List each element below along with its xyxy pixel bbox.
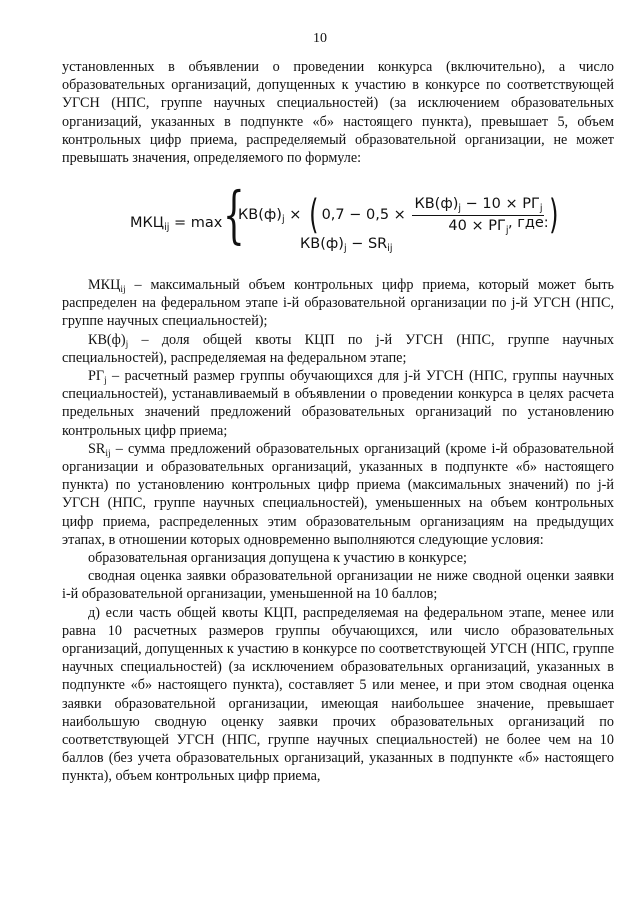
- definition-sr-symbol: SR: [88, 440, 106, 457]
- formula-row2-sub: j: [343, 243, 347, 254]
- page-number: 10: [313, 31, 327, 46]
- definition-rg-symbol: РГ: [88, 368, 105, 385]
- formula-row1-a: КВ(ф): [238, 207, 282, 223]
- formula-lhs-sub: ij: [164, 222, 170, 233]
- definition-kv-symbol: КВ(ф): [88, 331, 126, 348]
- definition-sr-text: – сумма предложений образовательных организаций (кроме i-й образовательной организации и образовательных организаций, указанных в подпункте «б» настоящего пункта) по установлению контрольных цифр приема (максимальных значений) по j-й УГСН (НПС, группе научных специальностей), уменьшенных на объем контрольных цифр приема, распределенных этим образовательным организациям на предыдущих этапах, в отношении которых одновременно выполняются следующие условия:: [62, 440, 614, 548]
- definition-sr: [62, 440, 614, 549]
- definition-kv-text: – доля общей квоты КЦП по j-й УГСН (НПС, группе научных специальностей), распределяемая на федеральном этапе;: [62, 331, 614, 366]
- formula: [130, 178, 559, 260]
- definition-rg-sub: j: [104, 376, 107, 387]
- formula-row1-a-sub: j: [281, 214, 285, 225]
- formula-brace: {: [223, 178, 245, 251]
- formula-lhs: [130, 214, 222, 232]
- definition-mkc-sub: ij: [120, 285, 126, 295]
- formula-num-sub: j: [458, 203, 462, 215]
- formula-tail: , где:: [508, 215, 549, 231]
- condition-2: сводная оценка заявки образовательной организации не ниже сводной оценки заявки i-й образовательной организации, уменьшенной на 10 баллов;: [62, 568, 614, 603]
- definition-sr-sub: ij: [105, 448, 111, 459]
- definitions-block: [62, 276, 614, 786]
- formula-paren-close: ): [549, 192, 559, 238]
- condition-1: образовательная организация допущена к участию в конкурсе;: [88, 550, 467, 567]
- formula-lhs-main: МКЦ: [130, 215, 165, 231]
- formula-row1-const: 0,7 − 0,5 ×: [321, 207, 411, 223]
- definition-mkc: [62, 276, 614, 331]
- definition-kv-sub: j: [125, 339, 129, 350]
- item-d-paragraph: д) если часть общей квоты КЦП, распределяемая на федеральном этапе, менее или равна 10 расчетных размеров группы обучающихся, или число образовательных организаций, допущенных к участию в конкурсе по соответствующей УГСН (НПС, группе научных специальностей) (за исключением образовательных организаций, указанных в подпункте «б» настоящего пункта), составляет 5 или менее, и при этом сводная оценка заявки образовательной организации, имеющая наибольшее значение, превышает наибольшую сводную оценку заявки прочих образовательных организаций по соответствующей УГСН (НПС, группе научных специальностей) не более чем на 10 баллов (без учета образовательных организаций, указанных в подпункте «б» настоящего пункта), объем контрольных цифр приема,: [62, 604, 614, 785]
- formula-numerator: [412, 195, 544, 215]
- formula-den-sub: j: [505, 224, 509, 236]
- formula-lhs-eq: = max: [169, 215, 223, 231]
- formula-row2-minus: − SR: [346, 236, 388, 252]
- definition-mkc-text: – максимальный объем контрольных цифр приема, который может быть распределен на федеральном этапе i-й образовательной организации по j-й УГСН (НПС, группе научных специальностей);: [62, 277, 614, 330]
- formula-num-main: КВ(ф): [414, 196, 459, 213]
- formula-row2-main: КВ(ф): [300, 236, 344, 252]
- top-paragraph: установленных в объявлении о проведении конкурса (включительно), а число образовательных организаций, допущенных к участию в конкурсе по соответствующей УГСН (НПС, группе научных специальностей) (за исключением образовательных организаций, указанных в подпункте «б» настоящего пункта), превышает 5, объем контрольных цифр приема, распределяемый образовательной организации, не может превышать значения, определяемого по формуле:: [62, 59, 614, 167]
- formula-num-rest-sub: j: [539, 203, 543, 215]
- definition-kv: [62, 331, 614, 367]
- formula-row1-times: ×: [284, 207, 306, 223]
- definition-rg: [62, 367, 614, 440]
- formula-row-2: [300, 235, 393, 253]
- formula-den-main: 40 × РГ: [448, 217, 506, 234]
- definition-rg-text: – расчетный размер группы обучающихся для j-й УГСН (НПС, группы научных специальностей), устанавливаемый в объявлении о проведении конкурса в целях расчета предельных значений предложений образовательных организаций по установлению контрольных цифр приема;: [62, 368, 614, 439]
- top-text-block: [62, 58, 614, 167]
- formula-paren-open: (: [309, 192, 319, 238]
- formula-row2-sr-sub: ij: [387, 243, 393, 254]
- formula-num-rest: − 10 × РГ: [461, 196, 540, 213]
- definition-mkc-symbol: МКЦ: [88, 277, 121, 293]
